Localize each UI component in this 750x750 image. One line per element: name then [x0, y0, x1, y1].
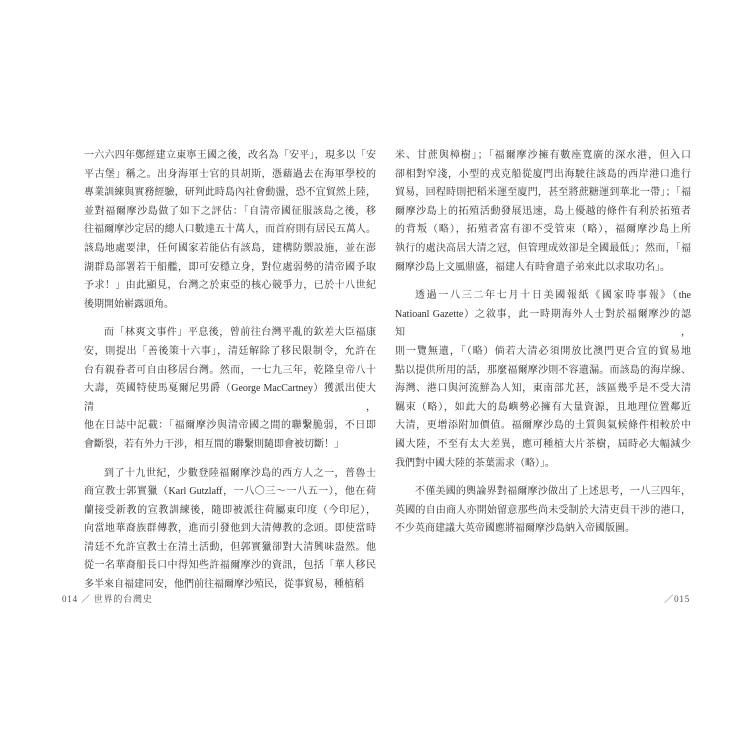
text-line: 卻相對窄淺，小型的戎克船從廈門出海駛往該島的西岸港口進行	[395, 168, 691, 180]
paragraph	[395, 287, 691, 473]
text-line: 而「林爽文事件」平息後，曾前往台灣平亂的欽差大臣福康	[104, 327, 376, 339]
text-line: 向當地華裔族群傳教，進而引發他到大清傳教的念頭。即使當時	[84, 523, 376, 535]
text-line: 爾摩沙島上文風鼎盛，福建人有時會遣子弟來此以求取功名」。	[395, 261, 670, 273]
page-left-footer: 014 ／ 世界的台灣史	[62, 594, 153, 604]
text-line: 平古堡」稱之。出身海軍士官的貝胡斯，憑藉過去在海軍學校的	[84, 168, 376, 180]
page-right-footer: ／015	[664, 594, 690, 604]
text-line: 並對福爾摩沙島做了如下之評估：「自清帝國征服該島之後，移	[84, 205, 376, 217]
text-line: 台有親眷者可自由移居台灣。然而，一七九三年，乾隆皇帝八十	[84, 364, 376, 376]
text-line: 爾摩沙島上的拓殖活動發展迅速，島上優越的條件有利於拓殖者	[395, 205, 691, 217]
text-line: 點以提供所用的話，那麼福爾摩沙則不容遺漏。而該島的海岸線、	[395, 364, 691, 376]
text-line: 商宣教士郭實獵（Karl Gutzlaff，一八〇三～一八五一），他在荷	[84, 486, 376, 498]
text-line: 則一覽無遺，「（略）倘若大清必須開放比澳門更合宜的貿易地	[395, 345, 691, 357]
text-line: 他在日誌中記載：「福爾摩沙與清帝國之間的聯繫脆弱，不日即	[84, 420, 376, 432]
paragraph	[84, 324, 376, 454]
text-line: 我們對中國大陸的茶葉需求（略）」。	[395, 457, 555, 469]
text-line: 該島地處要津，任何國家若能佔有該島，建構防禦設施，並在澎	[84, 242, 376, 254]
text-line: 多半來自福建同安，他們前往福爾摩沙殖民，從事貿易，種植稻	[84, 579, 364, 591]
text-line: Natioanl Gazette）之敘事，此一時期海外人士對於福爾摩沙的認知，	[395, 308, 691, 339]
text-line: 往福爾摩沙定居的總人口數達五十萬人，而首府則有居民五萬人。	[84, 224, 376, 236]
text-line: 清廷不允許宣教士在清土活動，但郭實獵卻對大清興味盎然。他	[84, 541, 376, 553]
text-line: 到了十九世紀，少數登陸福爾摩沙島的西方人之一，普魯士	[104, 467, 376, 479]
text-line: 專業訓練與實務經驗，研判此時島內社會動盪，恐不宜貿然上陸，	[84, 187, 376, 199]
text-line: 米、甘蔗與樟樹」；「福爾摩沙擁有數座寬廣的深水港，但入口	[395, 150, 691, 161]
page-right-text	[395, 147, 691, 539]
text-line: 安，則提出「善後策十六事」，清廷解除了移民限制令，允許在	[84, 345, 376, 357]
text-line: 一六六四年鄭經建立東寧王國之後，改名為「安平」，現多以「安	[84, 150, 376, 161]
text-line: 英國的自由商人亦開始留意那些尚未受制於大清吏員干涉的港口，	[395, 504, 691, 516]
text-line: 貿易，回程時則把稻米運至廈門，甚至將蔗糖運到華北一帶」；「福	[395, 187, 691, 199]
text-line: 會斷裂，若有外力干涉，相互間的聯繫則隨即會被切斷！」	[84, 438, 344, 450]
text-line: 海灣、港口與河流鮮為人知，東南部尤甚，該區幾乎是不受大清	[395, 383, 691, 395]
text-line: 羈束（略），如此大的島嶼勢必擁有大量資源，且地理位置鄰近	[395, 401, 691, 413]
text-line: 國大陸，不至有太大差異，應可種植大片茶樹，屆時必大幅減少	[395, 438, 691, 450]
text-line: 蘭接受新教的宣教訓練後，隨即被派往荷屬東印度（今印尼），	[84, 504, 376, 516]
text-line: 大清，更增添附加價值。福爾摩沙島的土質與氣候條件相較於中	[395, 420, 691, 432]
text-line: 從一名華裔船長口中得知些許福爾摩沙的資訊，包括「華人移民	[84, 560, 376, 572]
text-line: 湖群島部署若干船艦，即可安穩立身，對位處弱勢的清帝國予取	[84, 261, 376, 273]
text-line: 不僅美國的輿論界對福爾摩沙做出了上述思考，一八三四年，	[415, 486, 691, 498]
text-line: 執行的處決高居大清之冠，但管理成效卻是全國最低」；然而，「福	[395, 242, 691, 254]
text-line: 的背叛（略），拓殖者富有卻不受管束（略），福爾摩沙島上所	[395, 224, 691, 236]
page-left-text	[84, 147, 376, 595]
text-line: 大壽，英國特使馬戛爾尼男爵（George MacCartney）獲派出使大清，	[84, 383, 376, 413]
paragraph	[84, 465, 376, 595]
text-line: 予求！」由此顯見，台灣之於東亞的核心競爭力，已於十八世紀	[84, 280, 376, 292]
paragraph	[395, 483, 691, 539]
paragraph	[395, 147, 691, 277]
text-line: 不少英商建議大英帝國應將福爾摩沙島納入帝國版圖。	[395, 523, 635, 535]
paragraph	[84, 147, 376, 314]
text-line: 透過一八三二年七月十日美國報紙《國家時事報》（the	[415, 290, 691, 302]
text-line: 後期開始嶄露頭角。	[84, 298, 174, 310]
